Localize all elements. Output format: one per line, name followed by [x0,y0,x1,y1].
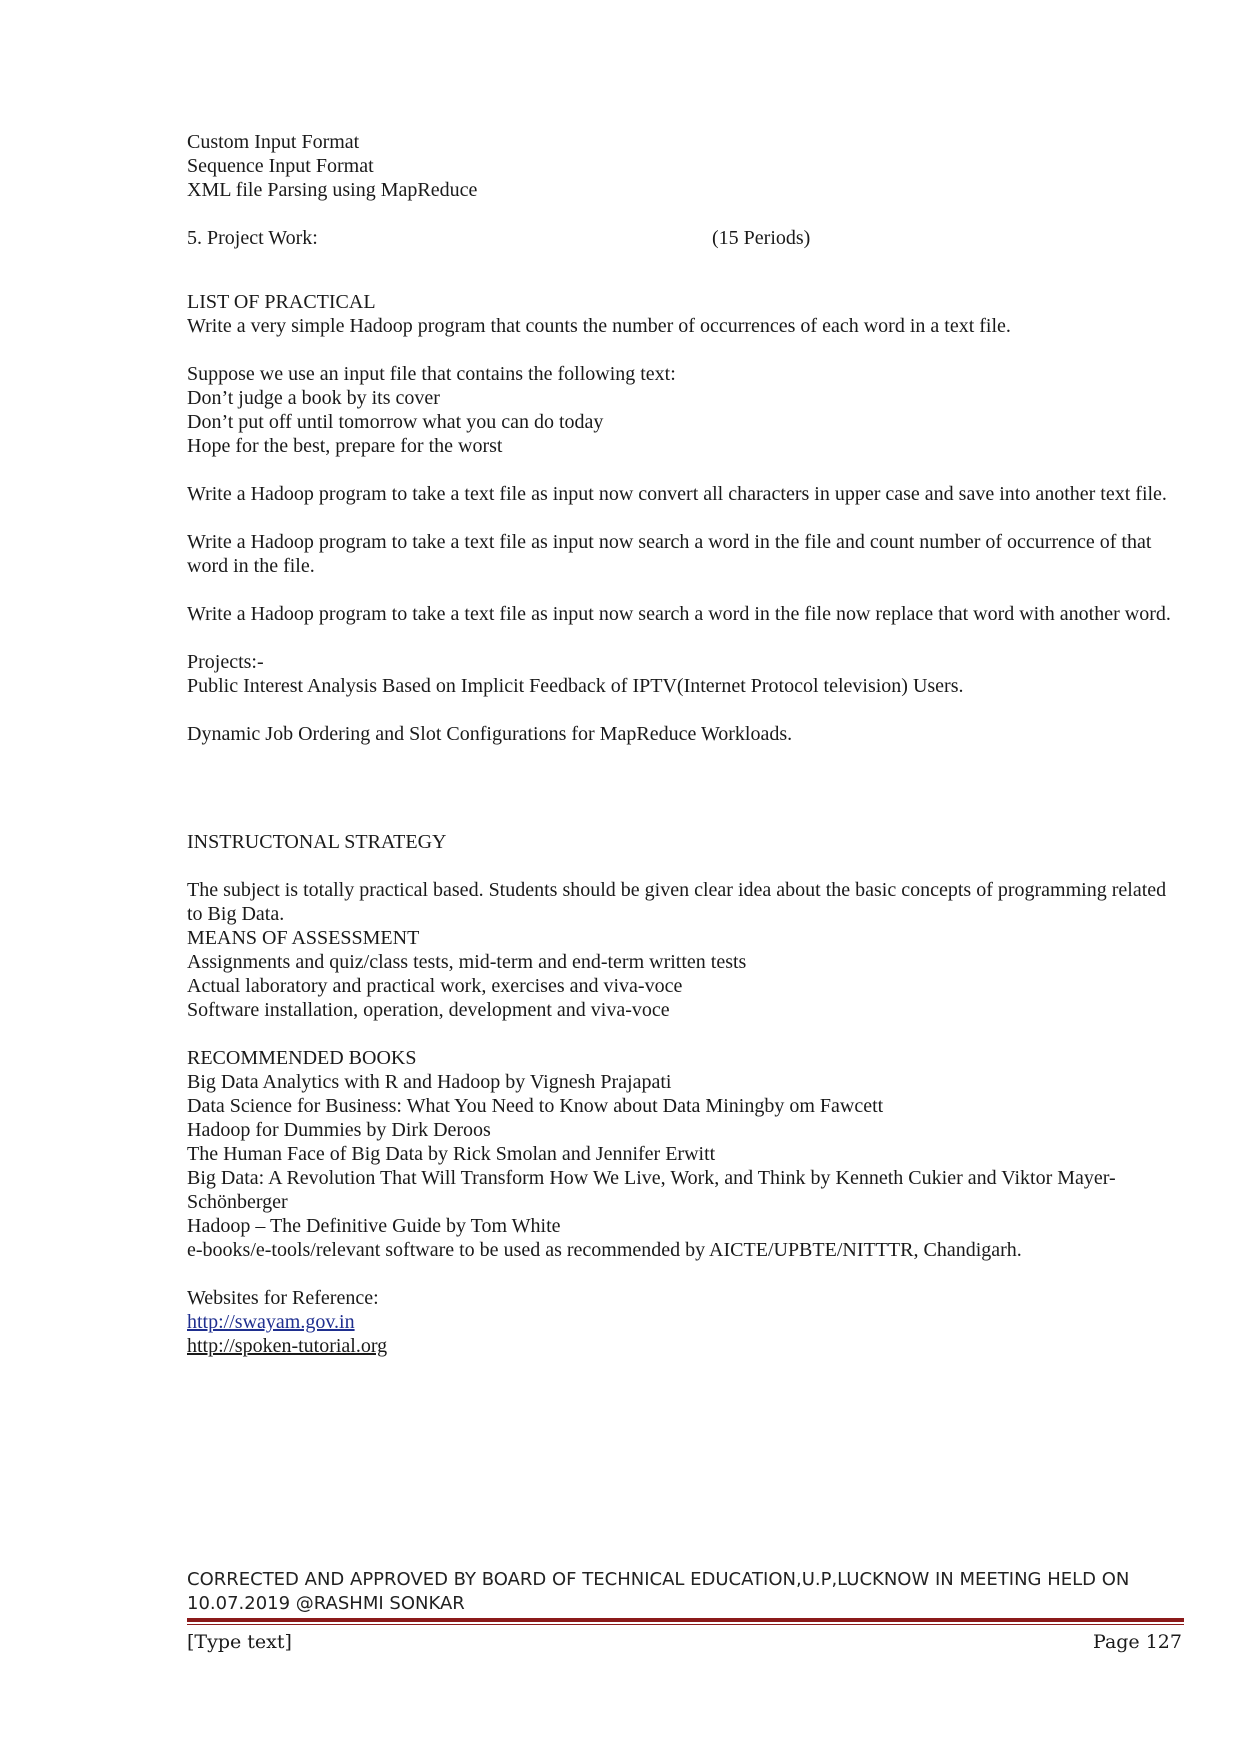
projects-heading: Projects:- [187,651,264,673]
book-item: The Human Face of Big Data by Rick Smolan and Jennifer Erwitt [187,1143,716,1165]
book-item: Hadoop for Dummies by Dirk Deroos [187,1119,491,1141]
project-work-periods: (15 Periods) [712,227,811,249]
project-item: Dynamic Job Ordering and Slot Configurations for MapReduce Workloads. [187,723,793,745]
practical-suppose: Suppose we use an input file that contains the following text: [187,363,676,385]
list-item: Sequence Input Format [187,155,374,177]
footer-divider [187,1618,1184,1625]
book-item: Data Science for Business: What You Need to Know about Data Miningby om Fawcett [187,1095,884,1117]
assessment-item: Software installation, operation, development and viva-voce [187,999,670,1021]
book-item: Big Data: A Revolution That Will Transform How We Live, Work, and Think by Kenneth Cukier and Viktor Mayer-Schönberger [187,1167,1116,1213]
list-item: XML file Parsing using MapReduce [187,179,478,201]
assessment-item: Actual laboratory and practical work, exercises and viva-voce [187,975,683,997]
assessment-item: Assignments and quiz/class tests, mid-term and end-term written tests [187,951,747,973]
footer-type-text: [Type text] [187,1631,292,1653]
book-item: e-books/e-tools/relevant software to be used as recommended by AICTE/UPBTE/NITTTR, Chandigarh. [187,1239,1022,1261]
page-number: Page 127 [1093,1631,1182,1653]
book-item: Big Data Analytics with R and Hadoop by Vignesh Prajapati [187,1071,672,1093]
project-item: Public Interest Analysis Based on Implicit Feedback of IPTV(Internet Protocol television) Users. [187,675,964,697]
practical-heading: LIST OF PRACTICAL [187,291,376,313]
project-work-row [187,226,1182,250]
footer-bar [187,1630,1182,1654]
practical-item: Write a very simple Hadoop program that counts the number of occurrences of each word in a text file. [187,315,1011,337]
practical-item: Write a Hadoop program to take a text file as input now search a word in the file and count number of occurrence of that word in the file. [187,531,1152,577]
project-work-label: 5. Project Work: [187,227,318,249]
page-content [187,130,1182,1358]
sample-line: Don’t judge a book by its cover [187,387,440,409]
strategy-text: The subject is totally practical based. Students should be given clear idea about the basic concepts of programming related to Big Data. [187,879,1167,925]
footer-approval: CORRECTED AND APPROVED BY BOARD OF TECHNICAL EDUCATION,U.P,LUCKNOW IN MEETING HELD ON 10.07.2019 @RASHMI SONKAR [187,1569,1130,1614]
sample-line: Don’t put off until tomorrow what you can do today [187,411,604,433]
list-item: Custom Input Format [187,131,360,153]
spoken-tutorial-link[interactable]: http://spoken-tutorial.org [187,1335,388,1357]
assessment-heading: MEANS OF ASSESSMENT [187,927,420,949]
websites-heading: Websites for Reference: [187,1287,379,1309]
strategy-heading: INSTRUCTONAL STRATEGY [187,831,447,853]
book-item: Hadoop – The Definitive Guide by Tom White [187,1215,561,1237]
sample-line: Hope for the best, prepare for the worst [187,435,503,457]
practical-item: Write a Hadoop program to take a text file as input now convert all characters in upper case and save into another text file. [187,483,1167,505]
practical-item: Write a Hadoop program to take a text file as input now search a word in the file now replace that word with another word. [187,603,1171,625]
swayam-link[interactable]: http://swayam.gov.in [187,1311,355,1333]
books-heading: RECOMMENDED BOOKS [187,1047,417,1069]
